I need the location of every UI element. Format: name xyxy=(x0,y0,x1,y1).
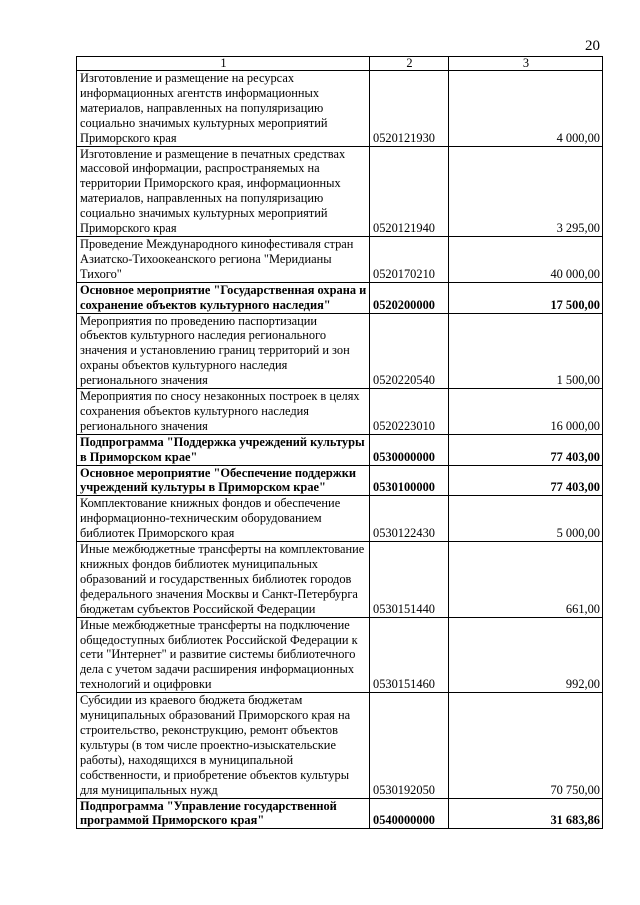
row-amount: 17 500,00 xyxy=(449,282,603,313)
row-name: Основное мероприятие "Государственная охрана и сохранение объектов культурного наследия" xyxy=(77,282,370,313)
row-code: 0530122430 xyxy=(370,496,449,542)
row-name: Иные межбюджетные трансферты на подключение общедоступных библиотек Российской Федерации к сети "Интернет" и развитие системы библиотечного дела с учетом задачи расширения информационных технологий и оцифровки xyxy=(77,617,370,693)
table-row xyxy=(77,542,603,618)
table-row xyxy=(77,617,603,693)
table-row xyxy=(77,465,603,496)
row-code: 0530192050 xyxy=(370,693,449,798)
row-amount: 70 750,00 xyxy=(449,693,603,798)
row-name: Проведение Международного кинофестиваля стран Азиатско-Тихоокеанского региона "Меридианы Тихого" xyxy=(77,236,370,282)
row-code: 0530100000 xyxy=(370,465,449,496)
table-row xyxy=(77,236,603,282)
row-code: 0540000000 xyxy=(370,798,449,829)
row-name: Подпрограмма "Поддержка учреждений культуры в Приморском крае" xyxy=(77,434,370,465)
table-row xyxy=(77,71,603,147)
table-row xyxy=(77,434,603,465)
row-code: 0520170210 xyxy=(370,236,449,282)
table-header-row xyxy=(77,57,603,71)
table-row xyxy=(77,798,603,829)
row-code: 0520121940 xyxy=(370,146,449,236)
table-row xyxy=(77,313,603,389)
row-code: 0520223010 xyxy=(370,389,449,435)
row-name: Изготовление и размещение в печатных средствах массовой информации, распространяемых на территории Приморского края, информационных материалов, направленных на популяризацию социально значимых культурных мероприятий Приморского края xyxy=(77,146,370,236)
table-row xyxy=(77,146,603,236)
row-name: Подпрограмма "Управление государственной программой Приморского края" xyxy=(77,798,370,829)
row-name: Изготовление и размещение на ресурсах информационных агентств информационных материалов, направленных на популяризацию социально значимых культурных мероприятий Приморского края xyxy=(77,71,370,147)
row-amount: 16 000,00 xyxy=(449,389,603,435)
row-amount: 1 500,00 xyxy=(449,313,603,389)
row-amount: 3 295,00 xyxy=(449,146,603,236)
table-row xyxy=(77,282,603,313)
row-amount: 40 000,00 xyxy=(449,236,603,282)
row-code: 0520121930 xyxy=(370,71,449,147)
budget-table xyxy=(76,56,603,829)
table-row xyxy=(77,693,603,798)
row-name: Мероприятия по проведению паспортизации объектов культурного наследия регионального значения и установлению границ территорий и зон охраны объектов культурного наследия регионального значения xyxy=(77,313,370,389)
row-amount: 992,00 xyxy=(449,617,603,693)
row-code: 0530151440 xyxy=(370,542,449,618)
header-cell-amount: 3 xyxy=(449,57,603,71)
row-name: Основное мероприятие "Обеспечение поддержки учреждений культуры в Приморском крае" xyxy=(77,465,370,496)
page-number: 20 xyxy=(585,38,600,54)
row-amount: 77 403,00 xyxy=(449,434,603,465)
row-code: 0520200000 xyxy=(370,282,449,313)
table-row xyxy=(77,389,603,435)
row-amount: 77 403,00 xyxy=(449,465,603,496)
row-name: Мероприятия по сносу незаконных построек в целях сохранения объектов культурного наследия регионального значения xyxy=(77,389,370,435)
header-cell-name: 1 xyxy=(77,57,370,71)
row-amount: 661,00 xyxy=(449,542,603,618)
row-amount: 5 000,00 xyxy=(449,496,603,542)
row-code: 0530000000 xyxy=(370,434,449,465)
row-name: Иные межбюджетные трансферты на комплектование книжных фондов библиотек муниципальных образований и государственных библиотек городов федерального значения Москвы и Санкт-Петербурга бюджетам субъектов Российской Федерации xyxy=(77,542,370,618)
row-code: 0520220540 xyxy=(370,313,449,389)
row-name: Субсидии из краевого бюджета бюджетам муниципальных образований Приморского края на строительство, реконструкцию, ремонт объектов культуры (в том числе проектно-изыскательские работы), находящихся в муниципальной собственности, и приобретение объектов культуры для муниципальных нужд xyxy=(77,693,370,798)
row-amount: 4 000,00 xyxy=(449,71,603,147)
row-code: 0530151460 xyxy=(370,617,449,693)
row-name: Комплектование книжных фондов и обеспечение информационно-техническим оборудованием библиотек Приморского края xyxy=(77,496,370,542)
row-amount: 31 683,86 xyxy=(449,798,603,829)
header-cell-code: 2 xyxy=(370,57,449,71)
table-row xyxy=(77,496,603,542)
